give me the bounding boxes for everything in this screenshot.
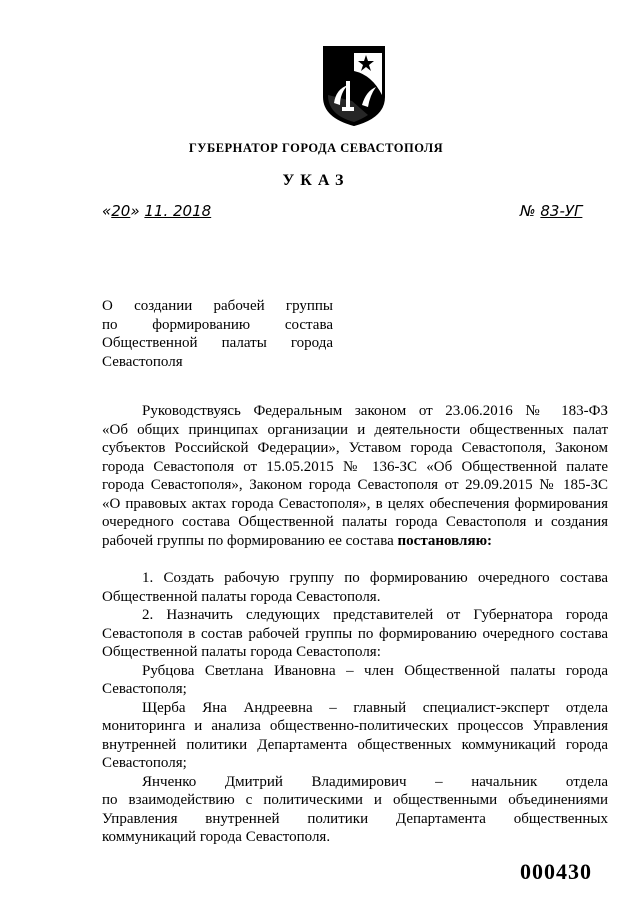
document-number [520,202,582,220]
date-open-quote: « [102,202,112,220]
preamble-line: очередного состава Общественной палаты города Севастополя и создания [102,514,608,530]
issuing-authority: ГУБЕРНАТОР ГОРОДА СЕВАСТОПОЛЯ [188,141,444,155]
item-line: Общественной палаты города Севастополя. [102,588,381,605]
subject-line: по формированию состава [102,316,333,333]
decree-items [102,569,608,847]
item-line: 2. Назначить следующих представителей от Губернатора города [142,607,608,623]
preamble-line: Руководствуясь Федеральным законом от 23.06.2016 № 183-ФЗ [142,403,608,419]
decree-item [102,773,608,847]
preamble-paragraph [102,402,608,550]
decree-item [102,699,608,773]
date-month-year: 11. 2018 [144,202,212,220]
item-line: Севастополя; [102,681,187,697]
preamble-line: «О правовых актах города Севастополя», в целях обеспечения формирования [102,495,608,512]
item-line: по взаимодействию с политическими и общественными объединениями [102,792,608,808]
decree-item [102,662,608,699]
subject-line: Общественной палаты города [102,335,333,351]
date-day: 20 [111,202,131,220]
number-value: 83-УГ [540,202,583,220]
preamble-text: рабочей группы по формированию ее состава [102,532,394,549]
document-type-title: УКАЗ [282,172,350,189]
number-sign: № [520,202,541,220]
date-close-quote: » [130,202,145,220]
resolve-word: постановляю: [397,532,493,549]
preamble-line: «Об общих принципах организации и деятельности общественных палат [102,421,608,438]
subject-line: Севастополя [102,353,183,370]
item-line: Севастополя; [102,755,187,771]
item-line: 1. Создать рабочую группу по формированию очередного состава [142,570,608,586]
item-line: Севастополя в состав рабочей группы по формированию очередного состава [102,625,608,642]
item-line: Янченко Дмитрий Владимирович – начальник отдела [142,773,608,790]
subject-line: О создании рабочей группы [102,298,333,314]
item-line: Общественной палаты города Севастополя: [102,644,381,660]
item-line: мониторинга и анализа общественно-политических процессов Управления [102,718,608,734]
document-subject [102,297,333,371]
preamble-line: города Севастополя от 15.05.2015 № 136-ЗС «Об Общественной палате [102,458,608,475]
decree-item [102,606,608,662]
preamble-line: города Севастополя», Законом города Севастополя от 29.09.2015 № 185-ЗС [102,477,608,493]
decree-item [102,569,608,606]
item-line: коммуникаций города Севастополя. [102,829,331,845]
document-date [102,202,211,220]
item-line: Управления внутренней политики Департамента общественных [102,810,608,827]
item-line: Рубцова Светлана Ивановна – член Общественной палаты города [142,662,608,679]
item-line: Щерба Яна Андреевна – главный специалист-эксперт отдела [142,699,608,716]
form-serial-number: 000430 [520,859,592,884]
preamble-line: субъектов Российской Федерации», Уставом города Севастополя, Законом [102,440,608,456]
preamble-line-final [102,532,608,551]
sevastopol-coat-of-arms-icon [322,45,386,127]
item-line: внутренней политики Департамента общественных коммуникаций города [102,736,608,753]
